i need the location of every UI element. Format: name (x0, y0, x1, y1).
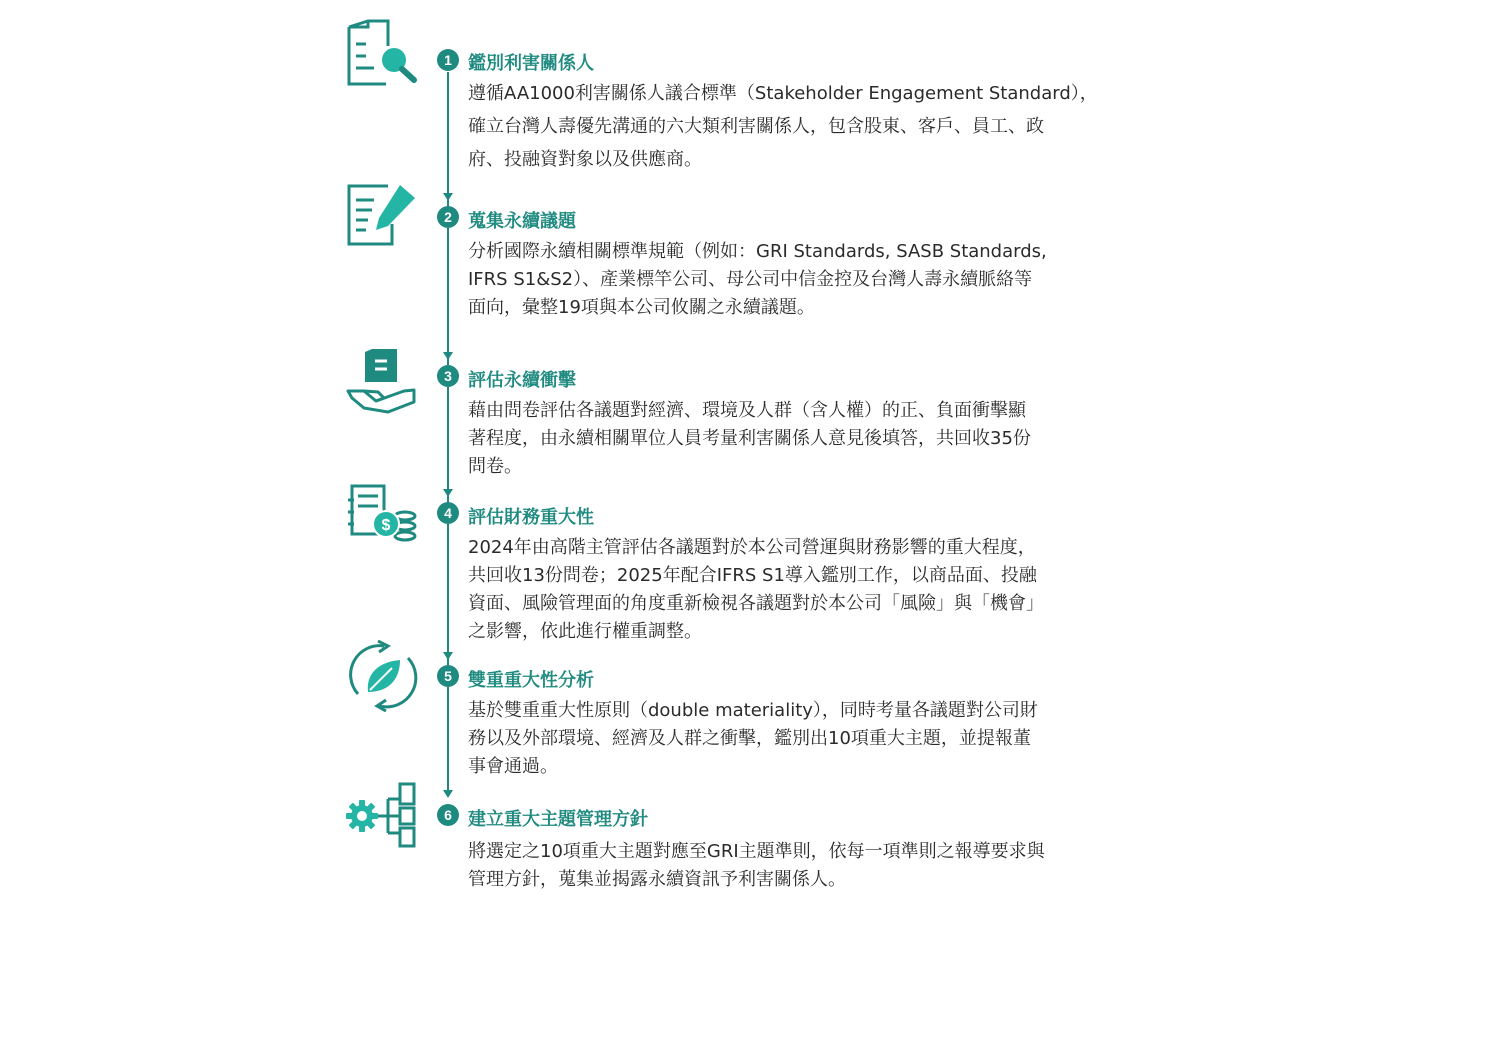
hand-card-icon (344, 346, 420, 418)
description-line: 基於雙重重大性原則（double materiality），同時考量各議題對公司財 (468, 700, 1038, 721)
description-line: 之影響，依此進行權重調整。 (468, 621, 702, 642)
description-line: 遵循AA1000利害關係人議合標準（Stakeholder Engagement Standard）， (468, 83, 1098, 104)
description-line: IFRS S1&S2）、產業標竿公司、母公司中信金控及台灣人壽永續脈絡等 (468, 269, 1033, 290)
arrowhead (443, 652, 453, 660)
step-number-badge: 1 (437, 49, 459, 71)
step-title: 鑑別利害關係人 (468, 53, 594, 74)
leaf-cycle-icon (344, 640, 420, 712)
arrowhead (443, 193, 453, 201)
description-line: 將選定之10項重大主題對應至GRI主題準則，依每一項準則之報導要求與 (468, 841, 1045, 862)
step-description (468, 397, 1138, 481)
step-description (468, 697, 1138, 781)
step-title: 雙重重大性分析 (468, 670, 594, 691)
description-line: 府、投融資對象以及供應商。 (468, 149, 702, 170)
step-title: 評估永續衝擊 (468, 370, 576, 391)
description-line: 務以及外部環境、經濟及人群之衝擊，鑑別出10項重大主題，並提報董 (468, 728, 1031, 749)
document-edit-icon (344, 180, 420, 252)
step-number-badge: 3 (437, 365, 459, 387)
document-search-icon (344, 18, 420, 90)
step-description (468, 838, 1138, 894)
arrowhead (443, 489, 453, 497)
svg-text:$: $ (381, 517, 391, 534)
step-number-badge: 2 (437, 206, 459, 228)
gear-hierarchy-icon (344, 780, 420, 852)
description-line: 確立台灣人壽優先溝通的六大類利害關係人，包含股東、客戶、員工、政 (468, 116, 1044, 137)
description-line: 2024年由高階主管評估各議題對於本公司營運與財務影響的重大程度， (468, 537, 1036, 558)
description-line: 著程度，由永續相關單位人員考量利害關係人意見後填答，共回收35份 (468, 428, 1031, 449)
step-number-badge: 5 (437, 665, 459, 687)
step-number-badge: 4 (437, 502, 459, 524)
finance-coins-icon (344, 482, 420, 554)
description-line: 分析國際永續相關標準規範（例如：GRI Standards, SASB Standards, (468, 241, 1047, 262)
description-line: 管理方針，蒐集並揭露永續資訊予利害關係人。 (468, 869, 846, 890)
step-title: 評估財務重大性 (468, 507, 594, 528)
step-number-badge: 6 (437, 804, 459, 826)
description-line: 藉由問卷評估各議題對經濟、環境及人群（含人權）的正、負面衝擊顯 (468, 400, 1026, 421)
step-title: 建立重大主題管理方針 (468, 809, 648, 830)
description-line: 面向，彙整19項與本公司攸關之永續議題。 (468, 297, 815, 318)
arrowhead (443, 790, 453, 798)
arrowhead (443, 352, 453, 360)
step-title: 蒐集永續議題 (468, 211, 576, 232)
step-description (468, 238, 1138, 322)
step-description (468, 80, 1138, 174)
description-line: 問卷。 (468, 456, 522, 477)
description-line: 事會通過。 (468, 756, 558, 777)
description-line: 共回收13份問卷；2025年配合IFRS S1導入鑑別工作，以商品面、投融 (468, 565, 1037, 586)
description-line: 資面、風險管理面的角度重新檢視各議題對於本公司「風險」與「機會」 (468, 593, 1044, 614)
step-description (468, 534, 1138, 646)
